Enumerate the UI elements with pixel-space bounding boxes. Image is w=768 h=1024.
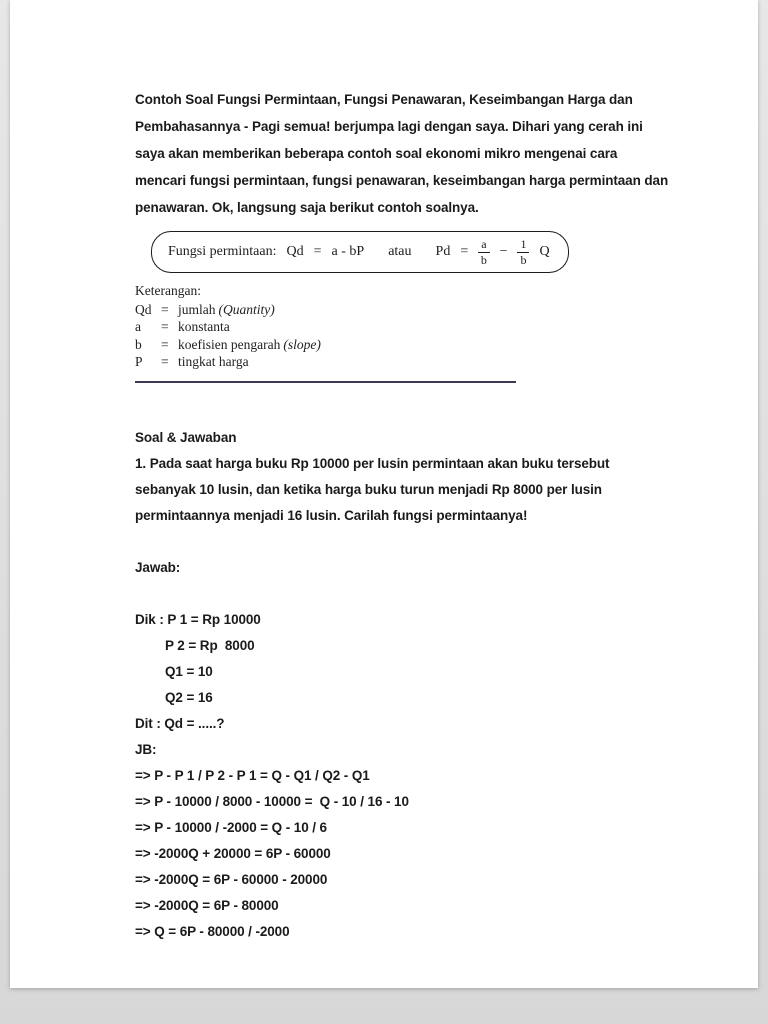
solution-step: => -2000Q + 20000 = 6P - 60000: [135, 845, 331, 861]
keterangan-row: [135, 353, 672, 371]
solution-line: Q2 = 16: [165, 689, 213, 705]
formula-equals: =: [313, 244, 322, 260]
keterangan-equals: =: [161, 319, 169, 335]
formula-minus: −: [499, 244, 508, 260]
keterangan-row: [135, 318, 672, 336]
solution-step: => Q = 6P - 80000 / -2000: [135, 923, 290, 939]
formula-or: atau: [388, 244, 412, 260]
keterangan-equals: =: [161, 336, 169, 352]
formula-qd: Qd: [286, 244, 304, 260]
formula-label: Fungsi permintaan:: [168, 244, 277, 260]
fraction-denominator: b: [520, 252, 527, 267]
fraction-numerator: a: [478, 238, 489, 253]
formula-pd-equals: =: [460, 244, 469, 260]
formula-rhs: a - bP: [331, 244, 365, 260]
keterangan-equals: =: [161, 301, 169, 317]
divider-line: [135, 381, 516, 383]
solution-step: => -2000Q = 6P - 80000: [135, 897, 279, 913]
document-title: Contoh Soal Fungsi Permintaan, Fungsi Penawaran, Keseimbangan Harga dan Pembahasannya: [135, 92, 633, 134]
solution-line-jb: JB:: [135, 741, 157, 757]
problem-text: 1. Pada saat harga buku Rp 10000 per lusin permintaan akan buku tersebut sebanyak 10 lusin, dan ketika harga buku turun menjadi Rp 8000 per lusin permintaannya menjadi 16 lusin. Carilah fungsi permintaanya!: [135, 455, 610, 523]
page-content: [10, 0, 758, 945]
keterangan-symbol: P: [135, 354, 143, 370]
fraction-1-over-b: [517, 238, 529, 266]
solution-block: [135, 607, 672, 945]
keterangan-row: [135, 336, 672, 354]
solution-step: => P - P 1 / P 2 - P 1 = Q - Q1 / Q2 - Q1: [135, 767, 370, 783]
keterangan-equals: =: [161, 354, 169, 370]
section-heading: Soal & Jawaban: [135, 429, 237, 445]
formula-pd: Pd: [435, 244, 451, 260]
keterangan-description: koefisien pengarah (slope): [178, 336, 321, 352]
solution-line-dik: Dik : P 1 = Rp 10000: [135, 611, 261, 627]
fraction-numerator: 1: [517, 238, 529, 253]
keterangan-symbol: Qd: [135, 301, 152, 317]
solution-line: P 2 = Rp 8000: [165, 637, 255, 653]
keterangan-description: jumlah (Quantity): [178, 301, 275, 317]
solution-line-dit: Dit : Qd = .....?: [135, 715, 225, 731]
keterangan-description: konstanta: [178, 319, 230, 335]
keterangan-section: [135, 282, 672, 371]
document-page: [10, 0, 758, 988]
solution-step: => -2000Q = 6P - 60000 - 20000: [135, 871, 328, 887]
solution-line: Q1 = 10: [165, 663, 213, 679]
intro-text: - Pagi semua! berjumpa lagi dengan saya. Dihari yang cerah ini saya akan memberikan beberapa contoh soal ekonomi mikro mengenai cara mencari fungsi permintaan, fungsi penawaran, keseimbangan harga permintaan dan penawaran. Ok, langsung saja berikut contoh soalnya.: [135, 119, 669, 215]
solution-step: => P - 10000 / -2000 = Q - 10 / 6: [135, 819, 327, 835]
formula-box: [151, 231, 569, 273]
keterangan-description: tingkat harga: [178, 354, 249, 370]
intro-paragraph: [135, 86, 672, 221]
keterangan-symbol: a: [135, 319, 141, 335]
jawab-label: Jawab:: [135, 559, 181, 575]
keterangan-row: [135, 301, 672, 319]
keterangan-title: Keterangan:: [135, 283, 201, 299]
formula-q: Q: [539, 244, 550, 260]
fraction-denominator: b: [480, 252, 487, 267]
fraction-a-over-b: [478, 238, 489, 266]
solution-step: => P - 10000 / 8000 - 10000 = Q - 10 / 16 - 10: [135, 793, 409, 809]
keterangan-symbol: b: [135, 336, 142, 352]
